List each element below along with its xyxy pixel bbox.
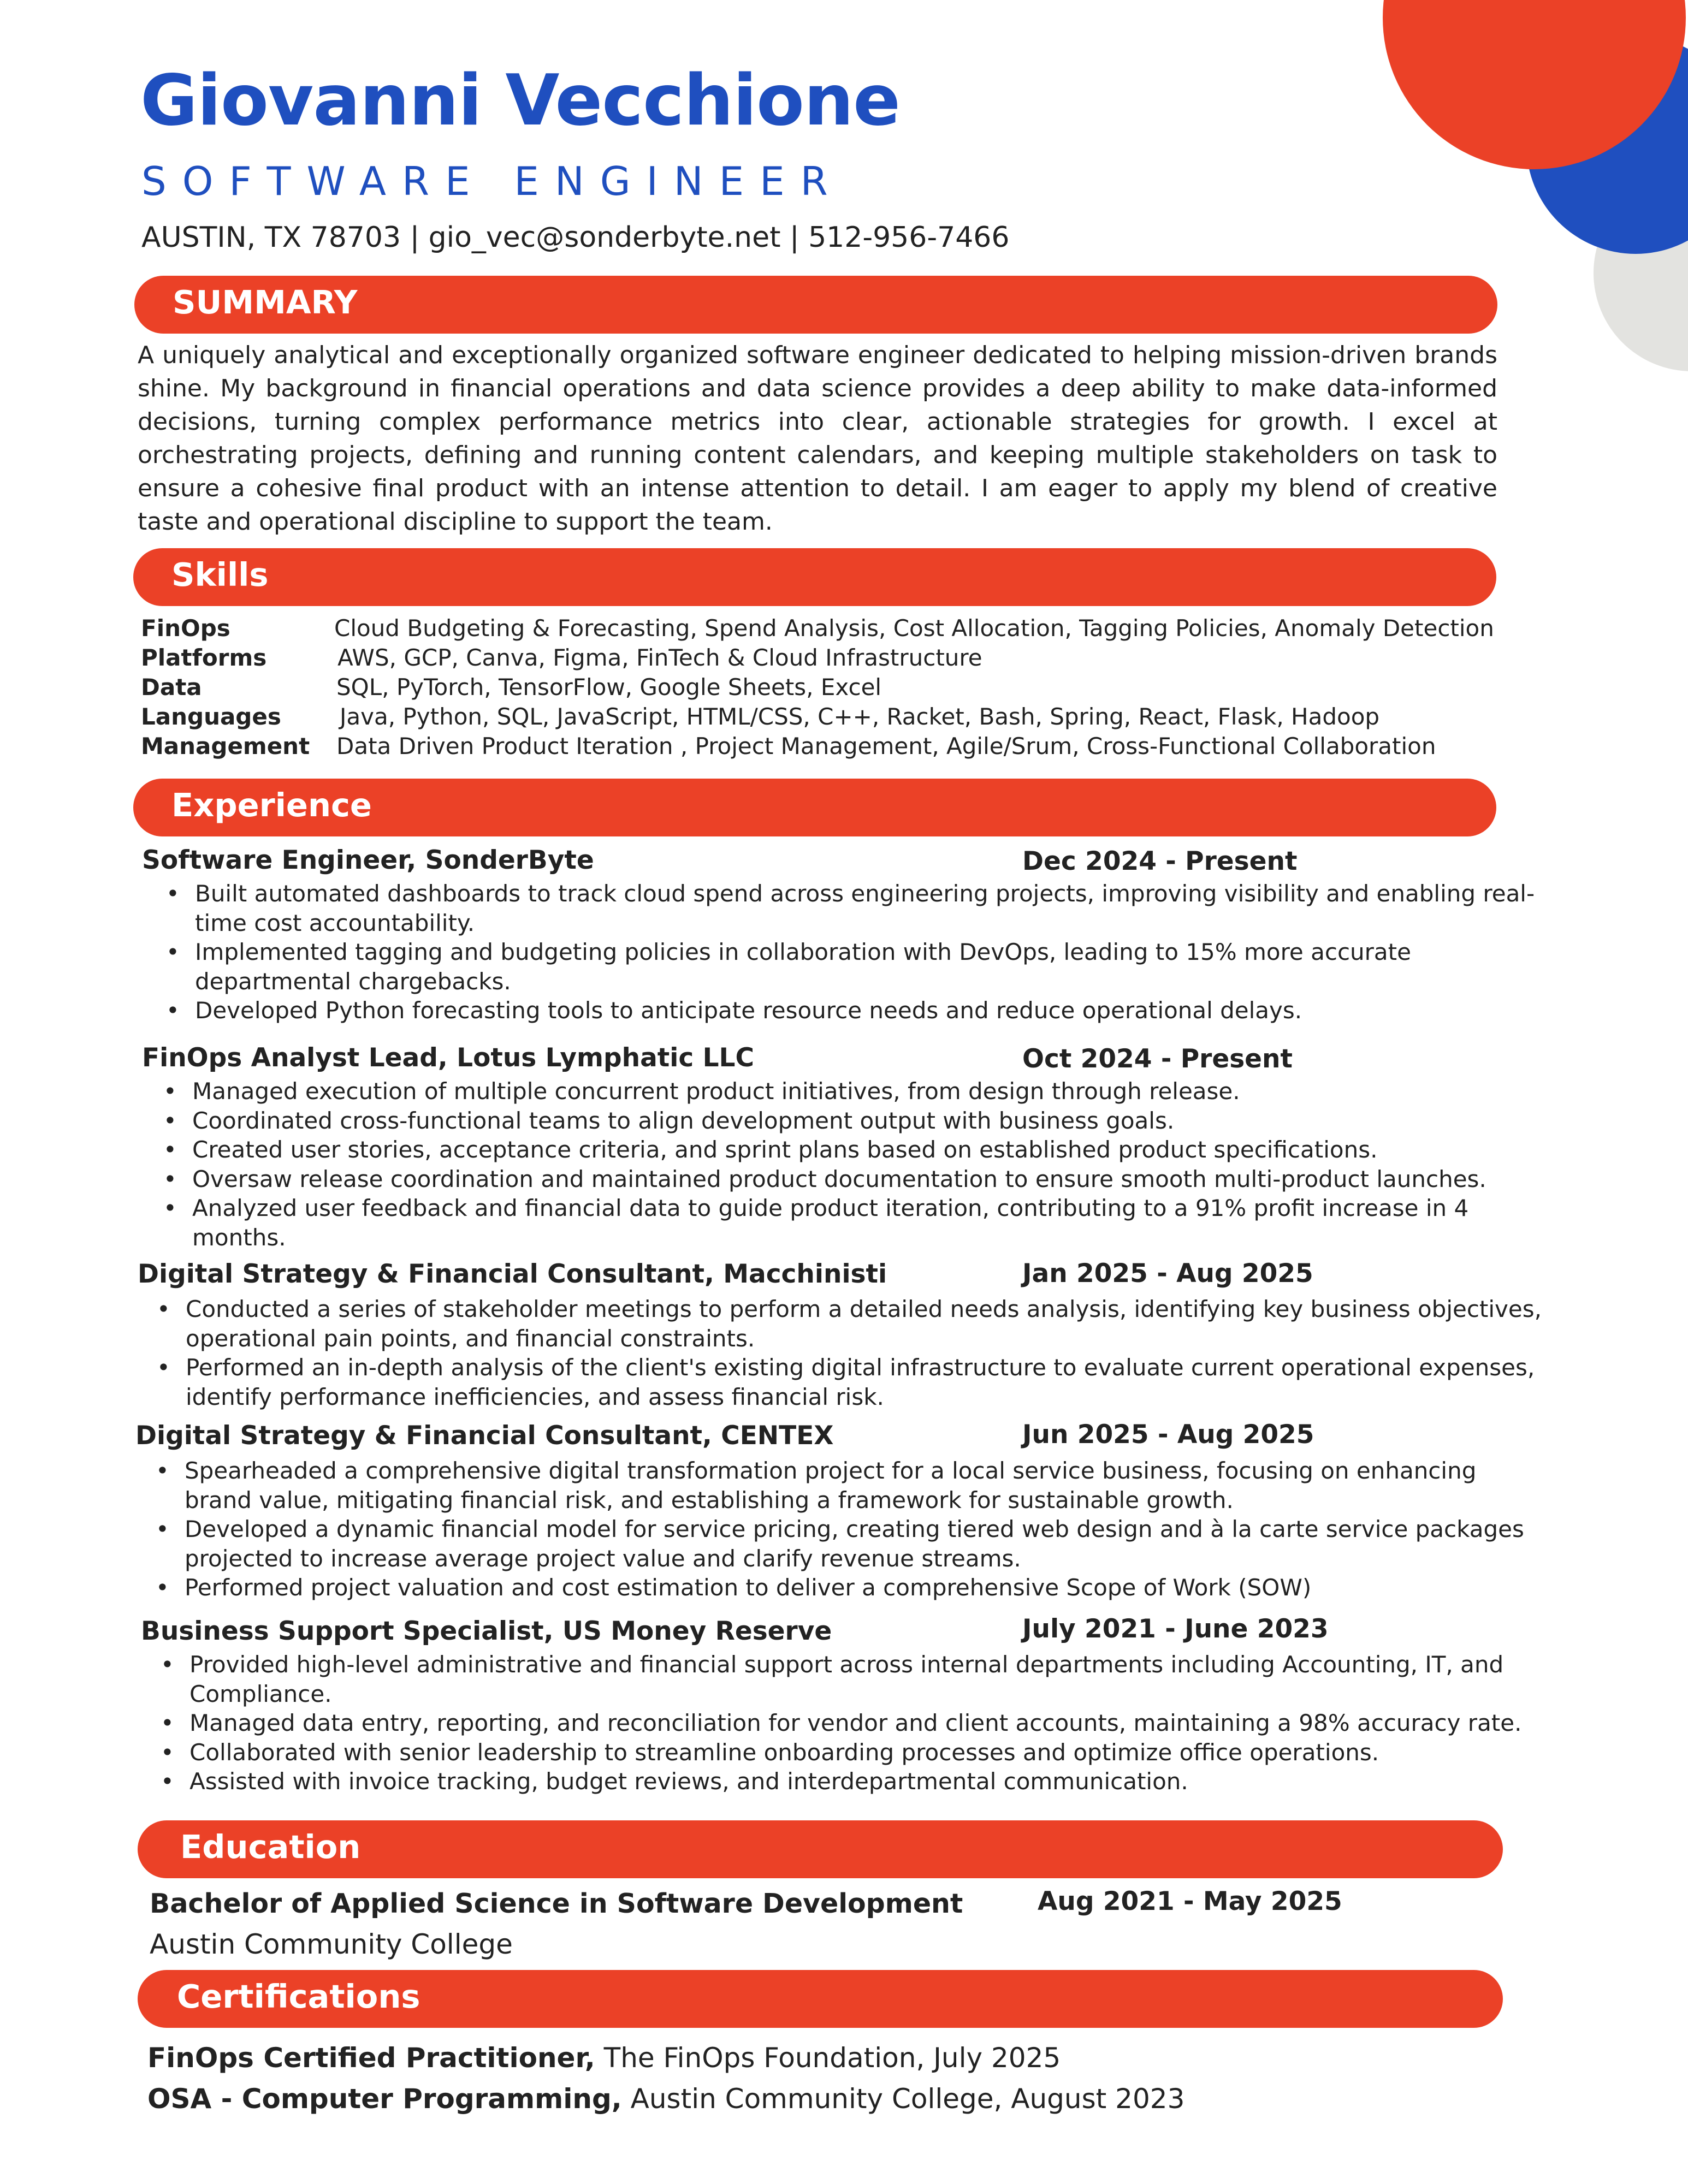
- job-bullet: • Managed data entry, reporting, and reconciliation for vendor and client accounts, maintaining a 98% accuracy rate.: [161, 1710, 1522, 1736]
- job-bullet: • Oversaw release coordination and maintained product documentation to ensure smooth multi-product launches.: [163, 1165, 1486, 1192]
- job-title-company: Business Support Specialist, US Money Reserve: [141, 1616, 832, 1646]
- job-dates: Dec 2024 - Present: [1022, 846, 1298, 876]
- summary-heading-band: [134, 276, 1497, 334]
- education-dates: Aug 2021 - May 2025: [1038, 1886, 1342, 1916]
- education-degree: Bachelor of Applied Science in Software Development: [150, 1888, 963, 1919]
- certification-name: FinOps Certified Practitioner,: [147, 2042, 595, 2074]
- job-bullet: • Created user stories, acceptance criteria, and sprint plans based on established product specifications.: [163, 1136, 1378, 1163]
- experience-heading: Experience: [171, 786, 372, 824]
- skills-heading: Skills: [171, 556, 269, 594]
- certifications-heading-band: [138, 1970, 1503, 2028]
- job-bullet: • Provided high-level administrative and financial support across internal departments including Accounting, IT, and Compliance.: [161, 1651, 1504, 1707]
- job-dates: July 2021 - June 2023: [1022, 1614, 1329, 1644]
- skill-value: Cloud Budgeting & Forecasting, Spend Analysis, Cost Allocation, Tagging Policies, Anomaly Detection: [334, 615, 1494, 642]
- education-heading: Education: [180, 1828, 361, 1866]
- job-dates: Jun 2025 - Aug 2025: [1022, 1420, 1314, 1450]
- contact-line: AUSTIN, TX 78703 | gio_vec@sonderbyte.net | 512-956-7466: [141, 221, 1010, 254]
- skill-label: Management: [141, 733, 310, 759]
- candidate-name: Giovanni Vecchione: [140, 60, 900, 141]
- job-bullet: • Collaborated with senior leadership to streamline onboarding processes and optimize office operations.: [161, 1738, 1379, 1766]
- job-title-company: FinOps Analyst Lead, Lotus Lymphatic LLC: [142, 1043, 755, 1073]
- skill-label: Languages: [141, 703, 281, 730]
- job-bullet: • Coordinated cross-functional teams to align development output with business goals.: [163, 1107, 1175, 1134]
- job-bullet: • Assisted with invoice tracking, budget reviews, and interdepartmental communication.: [161, 1768, 1188, 1795]
- job-bullets: [156, 1456, 1550, 1603]
- skill-value: SQL, PyTorch, TensorFlow, Google Sheets, Excel: [336, 674, 882, 701]
- job-bullets: [163, 1077, 1514, 1252]
- job-bullet: • Performed project valuation and cost estimation to deliver a comprehensive Scope of Work (SOW): [156, 1574, 1312, 1601]
- job-bullets: [157, 1295, 1551, 1411]
- certification-item: [147, 2042, 1061, 2074]
- job-dates: Jan 2025 - Aug 2025: [1022, 1259, 1313, 1289]
- job-bullet: • Performed an in-depth analysis of the client's existing digital infrastructure to evaluate current operational expenses, identify performance inefficiencies, and assess financial risk.: [157, 1354, 1535, 1410]
- job-bullet: • Implemented tagging and budgeting policies in collaboration with DevOps, leading to 15% more accurate departmental chargebacks.: [166, 939, 1411, 995]
- job-title-company: Software Engineer, SonderByte: [142, 845, 594, 875]
- skill-label: FinOps: [141, 615, 230, 642]
- summary-text: A uniquely analytical and exceptionally organized software engineer dedicated to helping mission-driven brands shine. My background in financial operations and data science provides a deep ability to make data-informed decisions, turning complex performance metrics into clear, actionable strategies for growth. I excel at orchestrating projects, defining and running content calendars, and keeping multiple stakeholders on task to ensure a cohesive final product with an intense attention to detail. I am eager to apply my blend of creative taste and operational discipline to support the team.: [138, 341, 1497, 536]
- education-heading-band: [138, 1820, 1503, 1878]
- job-dates: Oct 2024 - Present: [1022, 1044, 1293, 1074]
- certification-item: [147, 2083, 1184, 2115]
- experience-heading-band: [133, 779, 1496, 836]
- job-title-company: Digital Strategy & Financial Consultant, CENTEX: [135, 1421, 834, 1451]
- job-bullets: [166, 879, 1556, 1025]
- skill-row: [141, 643, 1539, 673]
- skill-row: [141, 732, 1539, 761]
- job-bullet: • Managed execution of multiple concurrent product initiatives, from design through release.: [163, 1078, 1240, 1105]
- skills-heading-band: [133, 548, 1496, 606]
- job-bullet: • Developed a dynamic financial model for service pricing, creating tiered web design and à la carte service packages projected to increase average project value and clarify revenue streams.: [156, 1516, 1524, 1572]
- skill-value: AWS, GCP, Canva, Figma, FinTech & Cloud Infrastructure: [337, 644, 982, 671]
- education-school: Austin Community College: [150, 1928, 513, 1960]
- summary-heading: SUMMARY: [173, 283, 358, 321]
- job-bullet: • Developed Python forecasting tools to anticipate resource needs and reduce operational delays.: [166, 997, 1302, 1024]
- certification-detail: The FinOps Foundation, July 2025: [595, 2042, 1061, 2074]
- job-title-company: Digital Strategy & Financial Consultant, Macchinisti: [138, 1259, 887, 1289]
- job-bullet: • Spearheaded a comprehensive digital transformation project for a local service business, focusing on enhancing brand value, mitigating financial risk, and establishing a framework for sustainable growth.: [156, 1457, 1477, 1514]
- skill-value: Data Driven Product Iteration , Project Management, Agile/Srum, Cross-Functional Collaboration: [336, 733, 1436, 759]
- job-bullet: • Analyzed user feedback and financial data to guide product iteration, contributing to a 91% profit increase in 4 months.: [163, 1195, 1469, 1251]
- certification-detail: Austin Community College, August 2023: [621, 2083, 1185, 2115]
- job-title: SOFTWARE ENGINEER: [141, 158, 844, 204]
- job-bullet: • Conducted a series of stakeholder meetings to perform a detailed needs analysis, identifying key business objectives, operational pain points, and financial constraints.: [157, 1296, 1542, 1352]
- skill-row: [141, 673, 1539, 702]
- skill-value: Java, Python, SQL, JavaScript, HTML/CSS, C++, Racket, Bash, Spring, React, Flask, Hadoop: [340, 703, 1380, 730]
- certification-name: OSA - Computer Programming,: [147, 2083, 622, 2115]
- skill-label: Platforms: [141, 644, 267, 671]
- skill-row: [141, 614, 1539, 643]
- skill-row: [141, 702, 1539, 732]
- job-bullets: [161, 1650, 1533, 1796]
- job-bullet: • Built automated dashboards to track cloud spend across engineering projects, improving visibility and enabling real-time cost accountability.: [166, 880, 1535, 936]
- certifications-heading: Certifications: [177, 1978, 420, 2015]
- skill-label: Data: [141, 674, 202, 701]
